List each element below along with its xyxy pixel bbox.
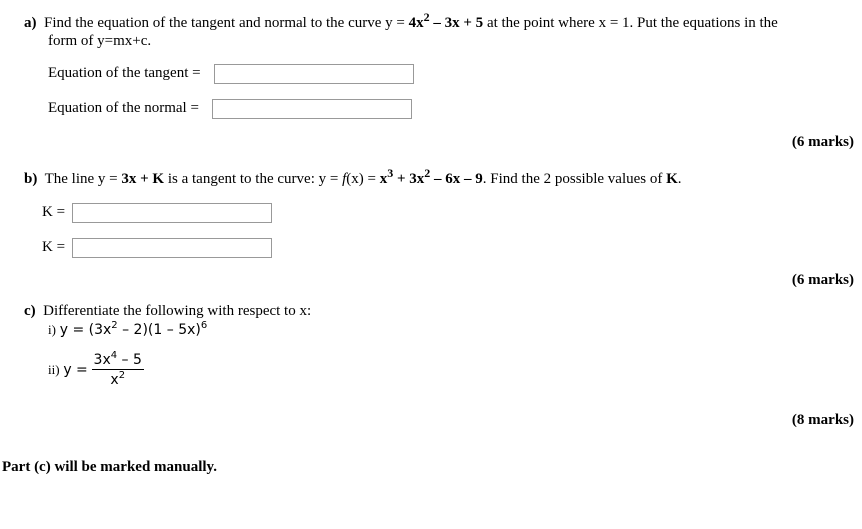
- question-b-f: f: [342, 171, 347, 187]
- question-b-f-arg: (x): [346, 171, 364, 187]
- k2-input[interactable]: [72, 238, 272, 258]
- k2-label: K =: [42, 239, 66, 255]
- normal-equation-input[interactable]: [212, 99, 412, 119]
- question-b-line-equation: 3x + K: [121, 171, 165, 187]
- question-a-eq-exponent: 2: [423, 10, 430, 24]
- question-b-text-1: The line y =: [44, 171, 122, 187]
- question-a-marks: (6 marks): [791, 134, 854, 150]
- question-b-term-1: x: [379, 171, 388, 187]
- question-c-ii-num-a: 3x: [93, 352, 111, 368]
- question-c-i-exp2: 6: [200, 320, 208, 331]
- question-a-text: [24, 10, 778, 32]
- question-b-term-1-exp: 3: [387, 166, 394, 180]
- question-c-i-exp1: 2: [111, 320, 118, 331]
- question-c-marks: (8 marks): [791, 412, 854, 428]
- question-c-label: c): [24, 303, 36, 319]
- k1-input[interactable]: [72, 203, 272, 223]
- question-c-ii-denominator: [92, 370, 144, 388]
- question-b-term-3: – 6x – 9: [430, 171, 483, 187]
- normal-label: Equation of the normal =: [48, 100, 199, 116]
- question-b-text-2: is a tangent to the curve: y =: [164, 171, 343, 187]
- question-a-eq-rest: – 3x + 5: [429, 15, 484, 31]
- question-a-text-1: Find the equation of the tangent and normal to the curve y =: [44, 15, 409, 31]
- tangent-equation-input[interactable]: [214, 64, 414, 84]
- question-c-ii-fraction: [92, 352, 144, 388]
- question-c-ii-y: y =: [63, 362, 88, 378]
- question-c-i: [48, 322, 207, 339]
- question-a-text-2: at the point where x = 1. Put the equations in the: [483, 15, 778, 31]
- question-b-marks: (6 marks): [791, 272, 854, 288]
- question-b-k: K: [666, 171, 678, 187]
- question-b-equals: =: [363, 171, 380, 187]
- question-c-ii-den-x: x: [110, 372, 119, 388]
- question-c-ii-den-exp: 2: [118, 370, 126, 381]
- question-c-i-expr-a: y = (3x: [59, 322, 112, 338]
- question-c-ii-num-b: – 5: [117, 352, 142, 368]
- question-c-ii-num-exp: 4: [110, 350, 118, 361]
- question-c-ii-label: ii): [48, 362, 60, 377]
- question-a-label: a): [24, 15, 37, 31]
- question-b-term-2: + 3x: [393, 171, 425, 187]
- question-b-dot: .: [677, 171, 682, 187]
- manual-marking-note: Part (c) will be marked manually.: [2, 459, 217, 475]
- question-c-i-expr-b: – 2)(1 – 5x): [117, 322, 201, 338]
- question-b-text: [24, 166, 682, 188]
- question-a-line2: form of y=mx+c.: [48, 33, 152, 49]
- question-c-ii-numerator: [92, 352, 144, 370]
- question-c-text: [24, 303, 311, 320]
- question-b-label: b): [24, 171, 38, 187]
- question-c-ii: [48, 352, 144, 388]
- question-c-instruction: Differentiate the following with respect to x:: [43, 303, 312, 319]
- question-b-term-2-exp: 2: [424, 166, 431, 180]
- question-c-i-label: i): [48, 322, 56, 337]
- question-a-eq-4x: 4x: [408, 15, 424, 31]
- tangent-label: Equation of the tangent =: [48, 65, 201, 81]
- question-b-text-3: . Find the 2 possible values of: [482, 171, 667, 187]
- k1-label: K =: [42, 204, 66, 220]
